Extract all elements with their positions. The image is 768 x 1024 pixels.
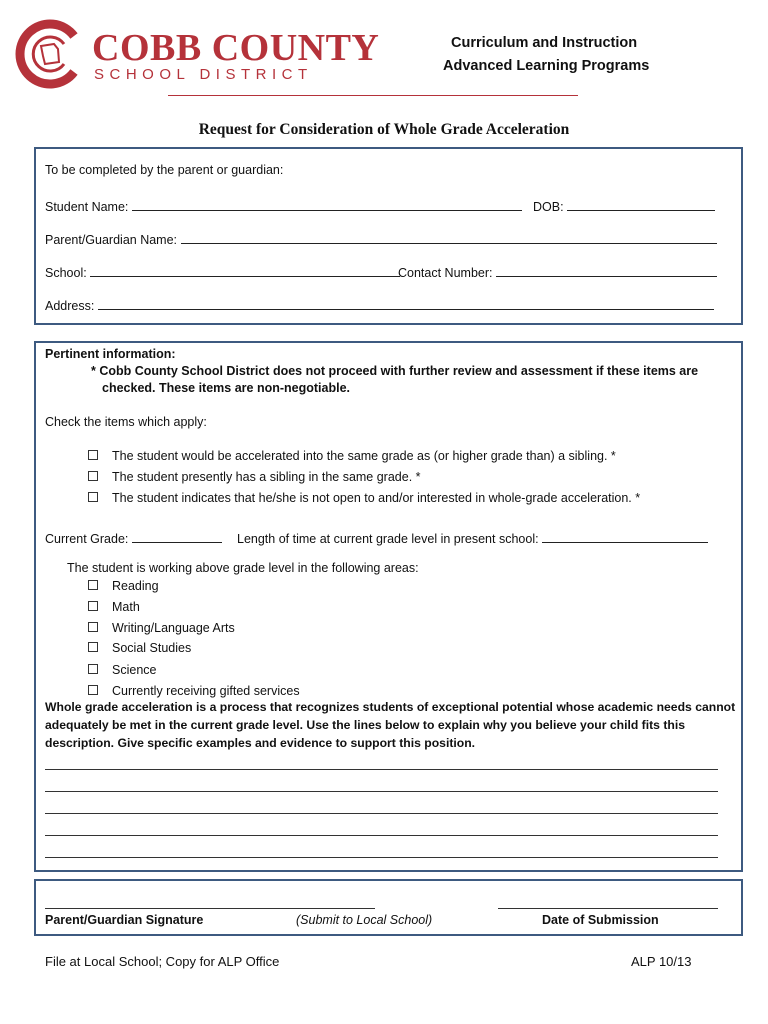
check-item[interactable] bbox=[88, 491, 640, 505]
contact-field[interactable] bbox=[398, 263, 717, 280]
explanation-line[interactable] bbox=[45, 857, 718, 858]
current-grade-line[interactable] bbox=[132, 529, 222, 543]
note-line-2: checked. These items are non-negotiable. bbox=[102, 381, 350, 395]
area-item-label: Science bbox=[112, 663, 157, 677]
explanation-line[interactable] bbox=[45, 791, 718, 792]
check-item[interactable] bbox=[88, 470, 421, 484]
area-item[interactable] bbox=[88, 641, 191, 655]
department-line-1: Curriculum and Instruction bbox=[451, 35, 638, 51]
dob-line[interactable] bbox=[567, 197, 715, 211]
check-item-label: The student would be accelerated into the same grade as (or higher grade than) a sibling. * bbox=[112, 449, 616, 463]
signature-label: Parent/Guardian Signature bbox=[45, 913, 204, 927]
area-item-label: Reading bbox=[112, 579, 159, 593]
areas-intro: The student is working above grade level in the following areas: bbox=[67, 561, 419, 575]
checkbox[interactable] bbox=[88, 622, 98, 632]
parent-info-section bbox=[34, 147, 743, 325]
submit-note: (Submit to Local School) bbox=[296, 913, 433, 927]
school-line[interactable] bbox=[90, 263, 400, 277]
explanation-para-line-1: Whole grade acceleration is a process that recognizes students of exceptional potential whose academic needs cannot bbox=[45, 700, 736, 714]
signature-line[interactable] bbox=[45, 908, 375, 909]
current-grade-label: Current Grade: bbox=[45, 532, 129, 546]
checkbox[interactable] bbox=[88, 471, 98, 481]
checkbox[interactable] bbox=[88, 580, 98, 590]
checkbox[interactable] bbox=[88, 601, 98, 611]
area-item-label: Writing/Language Arts bbox=[112, 621, 235, 635]
dob-field[interactable] bbox=[533, 197, 715, 214]
form-code: ALP 10/13 bbox=[631, 954, 692, 969]
contact-line[interactable] bbox=[496, 263, 717, 277]
pertinent-info-section bbox=[34, 341, 743, 872]
student-name-field[interactable] bbox=[45, 197, 522, 214]
check-intro: Check the items which apply: bbox=[45, 415, 207, 429]
check-item[interactable] bbox=[88, 449, 616, 463]
footer-note: File at Local School; Copy for ALP Office bbox=[45, 954, 280, 969]
explanation-para-line-2: adequately be met in the current grade level. Use the lines below to explain why you believe your child fits this bbox=[45, 718, 686, 732]
explanation-line[interactable] bbox=[45, 813, 718, 814]
contact-label: Contact Number: bbox=[398, 266, 493, 280]
checkbox[interactable] bbox=[88, 685, 98, 695]
department-line-2: Advanced Learning Programs bbox=[443, 58, 650, 74]
address-line[interactable] bbox=[98, 296, 714, 310]
checkbox[interactable] bbox=[88, 450, 98, 460]
pertinent-heading: Pertinent information: bbox=[45, 347, 176, 361]
page-title: Request for Consideration of Whole Grade Acceleration bbox=[198, 121, 570, 138]
address-label: Address: bbox=[45, 299, 95, 313]
length-time-label: Length of time at current grade level in present school: bbox=[237, 532, 539, 546]
area-item[interactable] bbox=[88, 684, 300, 698]
signature-section bbox=[34, 879, 743, 936]
student-name-line[interactable] bbox=[132, 197, 522, 211]
explanation-line[interactable] bbox=[45, 769, 718, 770]
note-line-1: * Cobb County School District does not proceed with further review and assessment if these items are bbox=[91, 364, 699, 378]
student-name-label: Student Name: bbox=[45, 200, 129, 214]
length-time-line[interactable] bbox=[542, 529, 708, 543]
parent-name-line[interactable] bbox=[181, 230, 717, 244]
area-item[interactable] bbox=[88, 600, 140, 614]
date-line[interactable] bbox=[498, 908, 718, 909]
area-item-label: Math bbox=[112, 600, 140, 614]
explanation-line[interactable] bbox=[45, 835, 718, 836]
check-item-label: The student indicates that he/she is not open to and/or interested in whole-grade acceleration. * bbox=[112, 491, 641, 505]
area-item[interactable] bbox=[88, 663, 156, 677]
checkbox[interactable] bbox=[88, 642, 98, 652]
length-time-field[interactable] bbox=[237, 529, 708, 546]
explanation-para-line-3: description. Give specific examples and evidence to support this position. bbox=[45, 736, 476, 750]
district-name: COBB COUNTY bbox=[92, 27, 380, 69]
checkbox[interactable] bbox=[88, 664, 98, 674]
school-label: School: bbox=[45, 266, 87, 280]
checkbox[interactable] bbox=[88, 492, 98, 502]
district-subtitle: SCHOOL DISTRICT bbox=[94, 66, 313, 83]
parent-name-label: Parent/Guardian Name: bbox=[45, 233, 178, 247]
check-item-label: The student presently has a sibling in the same grade. * bbox=[112, 470, 421, 484]
date-label: Date of Submission bbox=[542, 913, 659, 927]
section1-intro: To be completed by the parent or guardian: bbox=[45, 163, 284, 177]
logo bbox=[14, 18, 86, 90]
district-seal-icon bbox=[14, 18, 86, 90]
address-field[interactable] bbox=[45, 296, 714, 313]
parent-name-field[interactable] bbox=[45, 230, 717, 247]
area-item-label: Currently receiving gifted services bbox=[112, 684, 300, 698]
area-item[interactable] bbox=[88, 579, 159, 593]
school-field[interactable] bbox=[45, 263, 400, 280]
dob-label: DOB: bbox=[533, 200, 564, 214]
area-item[interactable] bbox=[88, 621, 235, 635]
header-divider bbox=[168, 95, 578, 96]
area-item-label: Social Studies bbox=[112, 641, 192, 655]
current-grade-field[interactable] bbox=[45, 529, 222, 546]
